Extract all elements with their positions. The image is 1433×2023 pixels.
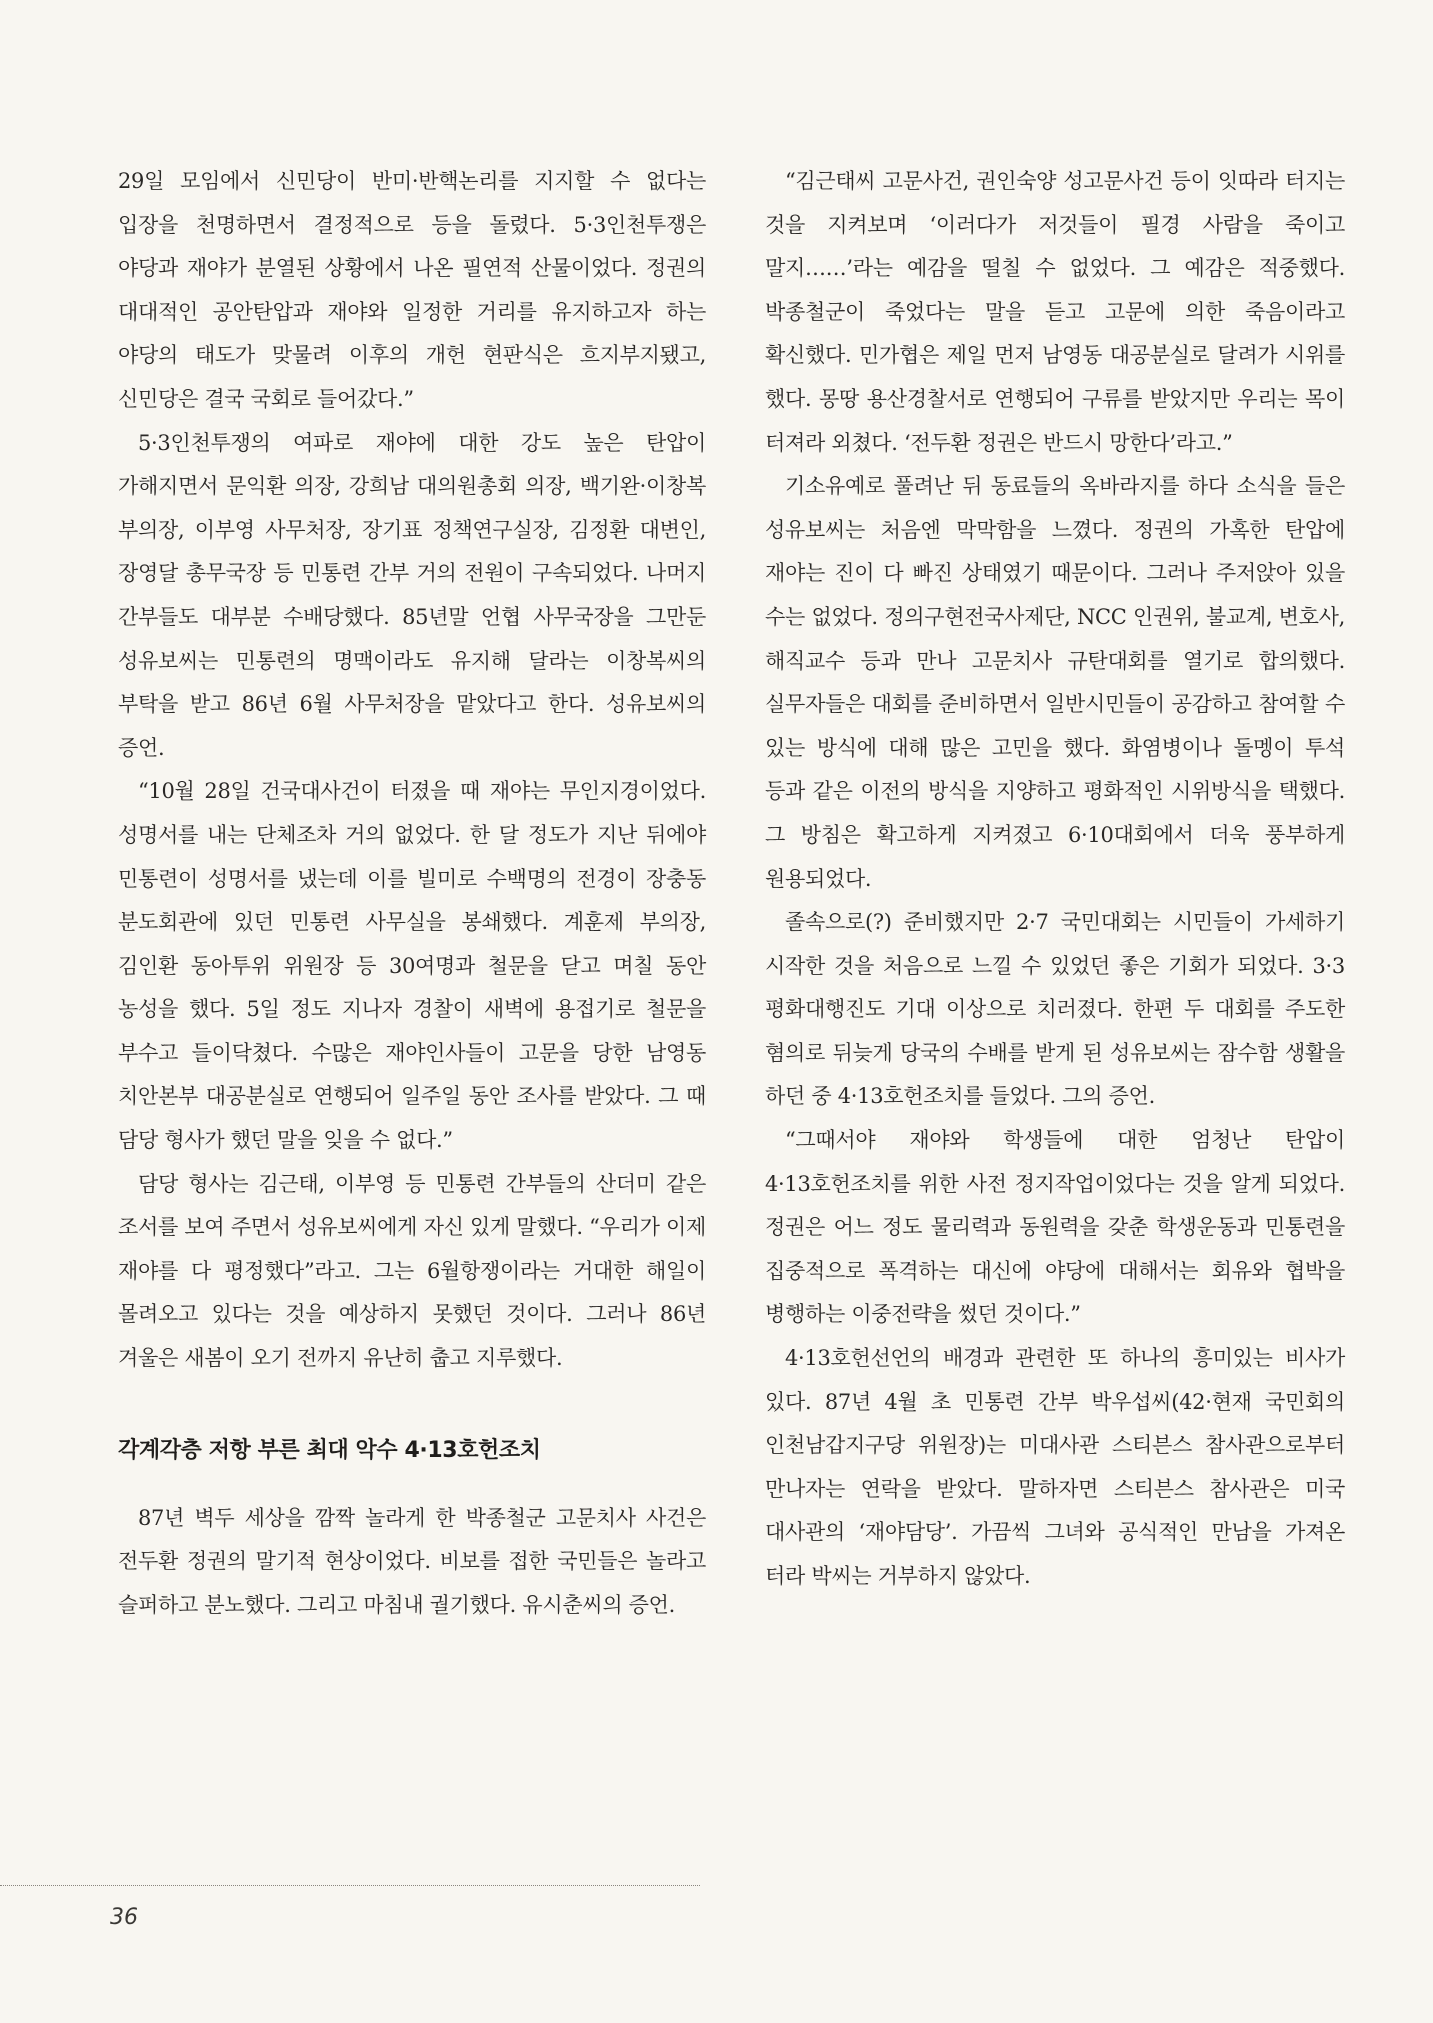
paragraph: “김근태씨 고문사건, 권인숙양 성고문사건 등이 잇따라 터지는 것을 지켜보며 ‘이러다가 저것들이 필경 사람을 죽이고 말지……’라는 예감을 떨칠 수 없었다. 그 예감은 적중했다. 박종철군이 죽었다는 말을 듣고 고문에 의한 죽음이라고 확신했다. 민가협은 제일 먼저 남영동 대공분실로 달려가 시위를 했다. 몽땅 용산경찰서로 연행되어 구류를 받았지만 우리는 목이 터져라 외쳤다. ‘전두환 정권은 반드시 망한다’라고.”	[765, 169, 1345, 455]
paragraph: 87년 벽두 세상을 깜짝 놀라게 한 박종철군 고문치사 사건은 전두환 정권의 말기적 현상이었다. 비보를 접한 국민들은 놀라고 슬퍼하고 분노했다. 그리고 마침내 궐기했다. 유시춘씨의 증언.	[118, 1505, 706, 1617]
paragraph: “10월 28일 건국대사건이 터졌을 때 재야는 무인지경이었다. 성명서를 내는 단체조차 거의 없었다. 한 달 정도가 지난 뒤에야 민통련이 성명서를 냈는데 이를 빌미로 수백명의 전경이 장충동 분도회관에 있던 민통련 사무실을 봉쇄했다. 계훈제 부의장, 김인환 동아투위 위원장 등 30여명과 철문을 닫고 며칠 동안 농성을 했다. 5일 정도 지나자 경찰이 새벽에 용접기로 철문을 부수고 들이닥쳤다. 수많은 재야인사들이 고문을 당한 남영동 치안본부 대공분실로 연행되어 일주일 동안 조사를 받았다. 그 때 담당 형사가 했던 말을 잊을 수 없다.”	[118, 779, 706, 1153]
paragraph: 5·3인천투쟁의 여파로 재야에 대한 강도 높은 탄압이 가해지면서 문익환 의장, 강희남 대의원총회 의장, 백기완·이창복 부의장, 이부영 사무처장, 장기표 정책연구실장, 김정환 대변인, 장영달 총무국장 등 민통련 간부 거의 전원이 구속되었다. 나머지 간부들도 대부분 수배당했다. 85년말 언협 사무국장을 그만둔 성유보씨는 민통련의 명맥이라도 유지해 달라는 이창복씨의 부탁을 받고 86년 6월 사무처장을 맡았다고 한다. 성유보씨의 증언.	[118, 430, 706, 760]
paragraph: 졸속으로(?) 준비했지만 2·7 국민대회는 시민들이 가세하기 시작한 것을 처음으로 느낄 수 있었던 좋은 기회가 되었다. 3·3 평화대행진도 기대 이상으로 치러졌다. 한편 두 대회를 주도한 혐의로 뒤늦게 당국의 수배를 받게 된 성유보씨는 잠수함 생활을 하던 중 4·13호헌조치를 들었다. 그의 증언.	[765, 910, 1345, 1109]
page-number: 36	[110, 1905, 138, 1930]
footer-divider	[0, 1885, 700, 1886]
paragraph: “그때서야 재야와 학생들에 대한 엄청난 탄압이 4·13호헌조치를 위한 사전 정지작업이었다는 것을 알게 되었다. 정권은 어느 정도 물리력과 동원력을 갖춘 학생운동과 민통련을 집중적으로 폭격하는 대신에 야당에 대해서는 회유와 협박을 병행하는 이중전략을 썼던 것이다.”	[765, 1128, 1345, 1327]
left-column	[118, 160, 706, 1627]
paragraph: 기소유예로 풀려난 뒤 동료들의 옥바라지를 하다 소식을 들은 성유보씨는 처음엔 막막함을 느꼈다. 정권의 가혹한 탄압에 재야는 진이 다 빠진 상태였기 때문이다. 그러나 주저앉아 있을 수는 없었다. 정의구현전국사제단, NCC 인권위, 불교계, 변호사, 해직교수 등과 만나 고문치사 규탄대회를 열기로 합의했다. 실무자들은 대회를 준비하면서 일반시민들이 공감하고 참여할 수 있는 방식에 대해 많은 고민을 했다. 화염병이나 돌멩이 투석 등과 같은 이전의 방식을 지양하고 평화적인 시위방식을 택했다. 그 방침은 확고하게 지켜졌고 6·10대회에서 더욱 풍부하게 원용되었다.	[765, 474, 1345, 891]
paragraph: 29일 모임에서 신민당이 반미·반핵논리를 지지할 수 없다는 입장을 천명하면서 결정적으로 등을 돌렸다. 5·3인천투쟁은 야당과 재야가 분열된 상황에서 나온 필연적 산물이었다. 정권의 대대적인 공안탄압과 재야와 일정한 거리를 유지하고자 하는 야당의 태도가 맞물려 이후의 개헌 현판식은 흐지부지됐고, 신민당은 결국 국회로 들어갔다.”	[118, 169, 706, 411]
right-column	[765, 160, 1345, 1599]
paragraph: 담당 형사는 김근태, 이부영 등 민통련 간부들의 산더미 같은 조서를 보여 주면서 성유보씨에게 자신 있게 말했다. “우리가 이제 재야를 다 평정했다”라고. 그는 6월항쟁이라는 거대한 해일이 몰려오고 있다는 것을 예상하지 못했던 것이다. 그러나 86년 겨울은 새봄이 오기 전까지 유난히 춥고 지루했다.	[118, 1171, 706, 1371]
paragraph: 4·13호헌선언의 배경과 관련한 또 하나의 흥미있는 비사가 있다. 87년 4월 초 민통련 간부 박우섭씨(42·현재 국민회의 인천남갑지구당 위원장)는 미대사관 스티븐스 참사관으로부터 만나자는 연락을 받았다. 말하자면 스티븐스 참사관은 미국 대사관의 ‘재야담당’. 가끔씩 그녀와 공식적인 만남을 가져온 터라 박씨는 거부하지 않았다.	[765, 1346, 1345, 1588]
section-heading: 각계각층 저항 부른 최대 악수 4·13호헌조치	[118, 1437, 541, 1463]
